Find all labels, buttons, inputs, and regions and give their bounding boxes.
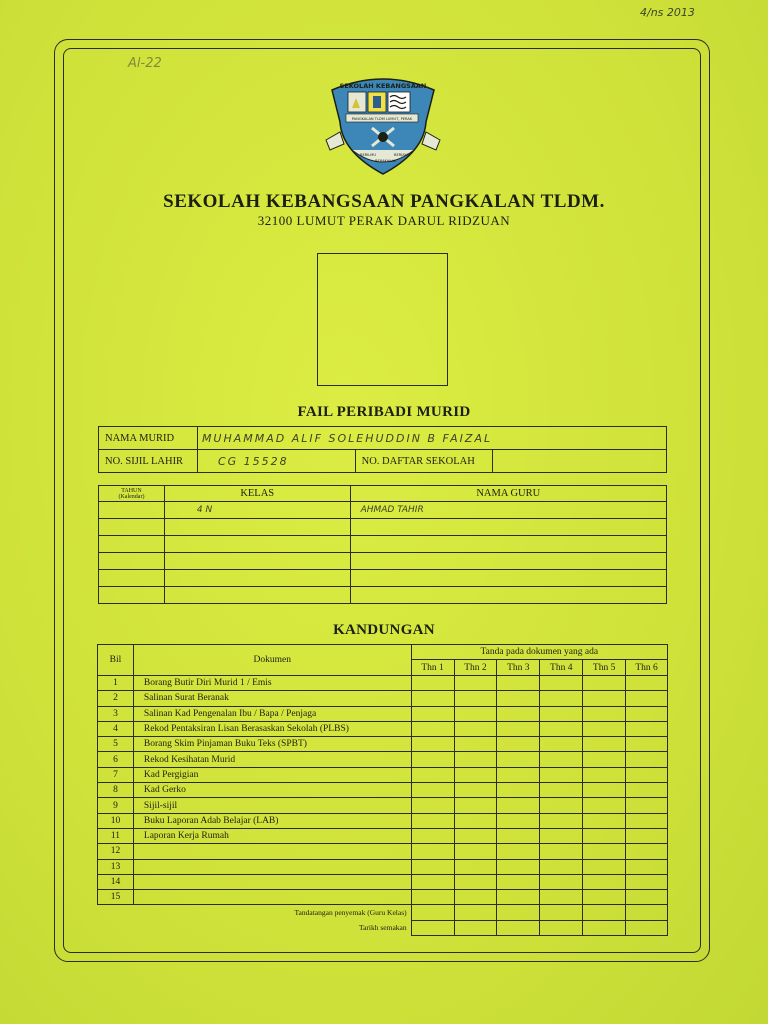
table-row	[98, 890, 668, 905]
check-cell[interactable]	[454, 721, 497, 736]
document-cell	[133, 874, 411, 889]
check-cell[interactable]	[583, 767, 626, 782]
check-cell[interactable]	[626, 706, 668, 721]
check-cell[interactable]	[540, 844, 583, 859]
table-row	[98, 691, 668, 706]
year-cell[interactable]	[99, 570, 165, 587]
check-cell[interactable]	[411, 828, 454, 843]
table-row	[98, 844, 668, 859]
check-cell[interactable]	[626, 737, 668, 752]
signature-cell[interactable]	[626, 905, 668, 920]
table-row	[99, 570, 667, 587]
teacher-cell[interactable]: AHMAD TAHIR	[350, 502, 666, 519]
check-cell[interactable]	[454, 706, 497, 721]
year-cell[interactable]	[99, 553, 165, 570]
bil-cell: 6	[98, 752, 134, 767]
signature-row	[98, 905, 668, 920]
teacher-header: NAMA GURU	[350, 486, 666, 502]
check-cell[interactable]	[583, 813, 626, 828]
check-cell[interactable]	[497, 844, 540, 859]
table-row	[98, 676, 668, 691]
bil-cell: 8	[98, 783, 134, 798]
check-cell[interactable]	[454, 859, 497, 874]
table-header-row	[99, 486, 667, 502]
check-cell[interactable]	[454, 890, 497, 905]
bil-cell: 4	[98, 721, 134, 736]
check-cell[interactable]	[411, 798, 454, 813]
table-row	[98, 874, 668, 889]
document-cell	[133, 844, 411, 859]
document-cell: Sijil-sijil	[133, 798, 411, 813]
table-row	[99, 502, 667, 519]
date-cell[interactable]	[454, 920, 497, 935]
school-address: 32100 LUMUT PERAK DARUL RIDZUAN	[257, 213, 511, 228]
check-cell[interactable]	[540, 737, 583, 752]
check-cell[interactable]	[411, 874, 454, 889]
check-cell[interactable]	[626, 721, 668, 736]
check-cell[interactable]	[626, 752, 668, 767]
check-cell[interactable]	[497, 676, 540, 691]
check-cell[interactable]	[454, 813, 497, 828]
bil-cell: 5	[98, 737, 134, 752]
school-name: SEKOLAH KEBANGSAAN PANGKALAN TLDM.	[163, 191, 605, 212]
bil-cell: 13	[98, 859, 134, 874]
teacher-cell[interactable]	[350, 536, 666, 553]
date-cell[interactable]	[626, 920, 668, 935]
document-cell: Rekod Kesihatan Murid	[133, 752, 411, 767]
check-cell[interactable]	[497, 828, 540, 843]
bil-cell: 12	[98, 844, 134, 859]
check-cell[interactable]	[540, 874, 583, 889]
signature-cell[interactable]	[411, 905, 454, 920]
check-cell[interactable]	[497, 783, 540, 798]
class-cell[interactable]: 4 N	[164, 502, 350, 519]
check-cell[interactable]	[540, 706, 583, 721]
teacher-cell[interactable]	[350, 570, 666, 587]
check-cell[interactable]	[626, 691, 668, 706]
check-cell[interactable]	[540, 752, 583, 767]
year-column-header: Thn 5	[583, 660, 626, 676]
check-cell[interactable]	[497, 691, 540, 706]
year-cell[interactable]	[99, 502, 165, 519]
document-cell: Kad Pergigian	[133, 767, 411, 782]
check-cell[interactable]	[497, 721, 540, 736]
table-header-row	[98, 645, 668, 660]
class-cell[interactable]	[164, 536, 350, 553]
check-cell[interactable]	[583, 874, 626, 889]
check-cell[interactable]	[454, 798, 497, 813]
bil-cell: 15	[98, 890, 134, 905]
signature-label: Tandatangan penyemak (Guru Kelas)	[294, 908, 407, 918]
class-header: KELAS	[164, 486, 350, 502]
document-cell: Salinan Surat Beranak	[133, 691, 411, 706]
table-row	[98, 721, 668, 736]
check-cell[interactable]	[497, 798, 540, 813]
signature-cell[interactable]	[540, 905, 583, 920]
check-cell[interactable]	[540, 813, 583, 828]
check-cell[interactable]	[497, 737, 540, 752]
document-cell: Rekod Pentaksiran Lisan Berasaskan Sekolah (PLBS)	[133, 721, 411, 736]
document-cell	[133, 890, 411, 905]
svg-text:PANGKALAN TLDM LUMUT, PERAK: PANGKALAN TLDM LUMUT, PERAK	[351, 117, 413, 121]
document-header: Dokumen	[133, 645, 411, 676]
check-cell[interactable]	[454, 828, 497, 843]
year-column-header: Thn 1	[411, 660, 454, 676]
check-cell[interactable]	[411, 844, 454, 859]
table-row	[98, 783, 668, 798]
year-cell[interactable]	[99, 519, 165, 536]
check-cell[interactable]	[583, 737, 626, 752]
date-row	[98, 920, 668, 935]
check-cell[interactable]	[626, 874, 668, 889]
date-cell[interactable]	[497, 920, 540, 935]
document-cell: Buku Laporan Adab Belajar (LAB)	[133, 813, 411, 828]
bil-cell: 2	[98, 691, 134, 706]
check-cell[interactable]	[583, 890, 626, 905]
check-cell[interactable]	[626, 676, 668, 691]
svg-text:SEKOLAH KEBANGSAAN: SEKOLAH KEBANGSAAN	[339, 82, 427, 90]
check-cell[interactable]	[497, 890, 540, 905]
check-cell[interactable]	[454, 844, 497, 859]
student-info-table	[98, 426, 667, 473]
contents-checklist-table	[97, 644, 668, 936]
check-cell[interactable]	[411, 737, 454, 752]
check-cell[interactable]	[540, 721, 583, 736]
year-cell[interactable]	[99, 587, 165, 604]
check-cell[interactable]	[583, 828, 626, 843]
check-cell[interactable]	[454, 691, 497, 706]
bil-cell: 1	[98, 676, 134, 691]
check-cell[interactable]	[540, 828, 583, 843]
table-row	[99, 536, 667, 553]
bil-cell: 3	[98, 706, 134, 721]
check-header: Tanda pada dokumen yang ada	[411, 645, 667, 660]
signature-cell[interactable]	[454, 905, 497, 920]
year-column-header: Thn 4	[540, 660, 583, 676]
check-cell[interactable]	[626, 828, 668, 843]
check-cell[interactable]	[497, 813, 540, 828]
check-cell[interactable]	[454, 737, 497, 752]
year-cell[interactable]	[99, 536, 165, 553]
class-cell[interactable]	[164, 553, 350, 570]
date-label: Tarikh semakan	[359, 923, 407, 933]
table-row	[99, 553, 667, 570]
table-row	[99, 450, 667, 473]
check-cell[interactable]	[411, 859, 454, 874]
table-row	[98, 859, 668, 874]
year-header: TAHUN (Kalendar)	[99, 486, 165, 502]
check-cell[interactable]	[454, 676, 497, 691]
check-cell[interactable]	[626, 890, 668, 905]
check-cell[interactable]	[540, 890, 583, 905]
check-cell[interactable]	[583, 859, 626, 874]
check-cell[interactable]	[497, 752, 540, 767]
svg-text:BERILMU: BERILMU	[360, 153, 377, 157]
check-cell[interactable]	[454, 874, 497, 889]
photo-box	[317, 253, 448, 386]
class-cell[interactable]	[164, 570, 350, 587]
class-cell[interactable]	[164, 587, 350, 604]
check-cell[interactable]	[454, 767, 497, 782]
year-column-header: Thn 3	[497, 660, 540, 676]
handwritten-file-code: Al-22	[128, 56, 162, 71]
document-cell: Laporan Kerja Rumah	[133, 828, 411, 843]
table-row	[98, 752, 668, 767]
teacher-cell[interactable]	[350, 553, 666, 570]
document-cell: Salinan Kad Pengenalan Ibu / Bapa / Penjaga	[133, 706, 411, 721]
check-cell[interactable]	[583, 783, 626, 798]
student-name-field[interactable]: MUHAMMAD ALIF SOLEHUDDIN B FAIZAL	[197, 427, 666, 450]
check-cell[interactable]	[583, 721, 626, 736]
check-cell[interactable]	[540, 859, 583, 874]
file-title: FAIL PERIBADI MURID	[297, 404, 471, 420]
date-cell[interactable]	[540, 920, 583, 935]
class-history-table	[98, 485, 667, 604]
check-cell[interactable]	[626, 783, 668, 798]
check-cell[interactable]	[540, 767, 583, 782]
check-cell[interactable]	[411, 783, 454, 798]
check-cell[interactable]	[411, 752, 454, 767]
svg-text:BERJAYA: BERJAYA	[394, 153, 409, 157]
bil-cell: 10	[98, 813, 134, 828]
school-reg-label: NO. DAFTAR SEKOLAH	[355, 450, 492, 473]
birth-cert-field[interactable]: CG 15528	[197, 450, 355, 473]
table-row	[98, 706, 668, 721]
document-cell: Borang Butir Diri Murid 1 / Emis	[133, 676, 411, 691]
check-cell[interactable]	[454, 752, 497, 767]
check-cell[interactable]	[497, 706, 540, 721]
check-cell[interactable]	[411, 767, 454, 782]
check-cell[interactable]	[497, 859, 540, 874]
table-row	[98, 737, 668, 752]
corner-handwritten-note: 4/ns 2013	[640, 6, 695, 19]
check-cell[interactable]	[626, 844, 668, 859]
table-row	[98, 813, 668, 828]
student-name-label: NAMA MURID	[99, 427, 198, 450]
table-row	[98, 798, 668, 813]
bil-cell: 9	[98, 798, 134, 813]
check-cell[interactable]	[583, 706, 626, 721]
check-cell[interactable]	[411, 706, 454, 721]
signature-cell[interactable]	[583, 905, 626, 920]
school-crest-icon	[322, 70, 444, 176]
check-cell[interactable]	[626, 859, 668, 874]
document-cell: Borang Skim Pinjaman Buku Teks (SPBT)	[133, 737, 411, 752]
document-cell: Kad Gerko	[133, 783, 411, 798]
check-cell[interactable]	[583, 752, 626, 767]
check-cell[interactable]	[583, 798, 626, 813]
check-cell[interactable]	[497, 767, 540, 782]
birth-cert-label: NO. SIJIL LAHIR	[99, 450, 198, 473]
bil-header: Bil	[98, 645, 134, 676]
check-cell[interactable]	[411, 721, 454, 736]
check-cell[interactable]	[497, 874, 540, 889]
table-row	[99, 587, 667, 604]
teacher-cell[interactable]	[350, 587, 666, 604]
date-cell[interactable]	[583, 920, 626, 935]
check-cell[interactable]	[583, 676, 626, 691]
year-column-header: Thn 6	[626, 660, 668, 676]
bil-cell: 7	[98, 767, 134, 782]
table-row	[99, 519, 667, 536]
check-cell[interactable]	[626, 798, 668, 813]
check-cell[interactable]	[626, 813, 668, 828]
check-cell[interactable]	[540, 691, 583, 706]
bil-cell: 14	[98, 874, 134, 889]
table-row	[98, 767, 668, 782]
class-cell[interactable]	[164, 519, 350, 536]
bil-cell: 11	[98, 828, 134, 843]
check-cell[interactable]	[540, 783, 583, 798]
check-cell[interactable]	[411, 691, 454, 706]
contents-title: KANDUNGAN	[333, 622, 435, 638]
check-cell[interactable]	[411, 813, 454, 828]
table-row	[99, 427, 667, 450]
check-cell[interactable]	[411, 676, 454, 691]
school-reg-field[interactable]	[492, 450, 666, 473]
document-cell	[133, 859, 411, 874]
signature-cell[interactable]	[497, 905, 540, 920]
table-row	[98, 828, 668, 843]
check-cell[interactable]	[540, 676, 583, 691]
svg-text:BERAKHLAK: BERAKHLAK	[375, 159, 397, 163]
check-cell[interactable]	[583, 844, 626, 859]
year-column-header: Thn 2	[454, 660, 497, 676]
date-cell[interactable]	[411, 920, 454, 935]
teacher-cell[interactable]	[350, 519, 666, 536]
check-cell[interactable]	[540, 798, 583, 813]
check-cell[interactable]	[583, 691, 626, 706]
check-cell[interactable]	[454, 783, 497, 798]
check-cell[interactable]	[626, 767, 668, 782]
check-cell[interactable]	[411, 890, 454, 905]
